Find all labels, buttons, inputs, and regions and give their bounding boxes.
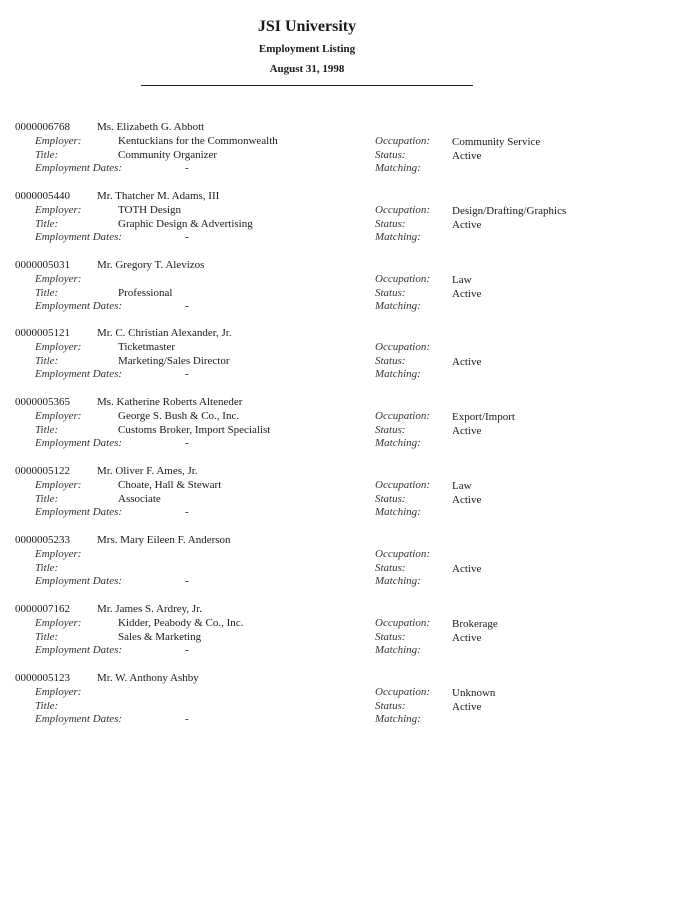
occupation-value: Law: [452, 480, 472, 492]
record-entry: [0, 534, 700, 594]
record-id: 0000005122: [15, 465, 70, 477]
employer-label: Employer:: [35, 135, 82, 147]
title-label: Title:: [35, 562, 59, 574]
occupation-value: Brokerage: [452, 618, 498, 630]
matching-label: Matching:: [375, 575, 421, 587]
status-value: Active: [452, 563, 482, 575]
person-name: Mr. James S. Ardrey, Jr.: [97, 603, 203, 615]
status-value: Active: [452, 150, 482, 162]
title-value: Graphic Design & Advertising: [118, 218, 253, 230]
employer-value: Ticketmaster: [118, 341, 176, 353]
status-value: Active: [452, 219, 482, 231]
title-value: Customs Broker, Import Specialist: [118, 424, 271, 436]
person-name: Ms. Elizabeth G. Abbott: [97, 121, 205, 133]
employment-dates-value: -: [185, 644, 189, 656]
occupation-label: Occupation:: [375, 548, 430, 560]
person-name: Mr. W. Anthony Ashby: [97, 672, 199, 684]
occupation-label: Occupation:: [375, 686, 430, 698]
status-label: Status:: [375, 218, 406, 230]
employment-dates-label: Employment Dates:: [35, 575, 123, 587]
title-label: Title:: [35, 355, 59, 367]
occupation-value: Community Service: [452, 136, 541, 148]
title-label: Title:: [35, 631, 59, 643]
occupation-label: Occupation:: [375, 341, 430, 353]
status-label: Status:: [375, 424, 406, 436]
status-label: Status:: [375, 562, 406, 574]
title-label: Title:: [35, 287, 59, 299]
employment-dates-value: -: [185, 231, 189, 243]
title-label: Title:: [35, 149, 59, 161]
employment-dates-label: Employment Dates:: [35, 437, 123, 449]
status-label: Status:: [375, 631, 406, 643]
employment-dates-value: -: [185, 300, 189, 312]
employer-value: Choate, Hall & Stewart: [118, 479, 222, 491]
employer-label: Employer:: [35, 410, 82, 422]
employment-dates-value: -: [185, 368, 189, 380]
employer-label: Employer:: [35, 686, 82, 698]
record-id: 0000005233: [15, 534, 70, 546]
status-value: Active: [452, 701, 482, 713]
record-entry: [0, 465, 700, 525]
record-entry: [0, 672, 700, 732]
title-label: Title:: [35, 700, 59, 712]
employment-dates-value: -: [185, 506, 189, 518]
person-name: Mr. Oliver F. Ames, Jr.: [97, 465, 198, 477]
report-header: [0, 17, 614, 76]
report-date: August 31, 1998: [269, 63, 345, 75]
record-id: 0000006768: [15, 121, 70, 133]
employment-dates-label: Employment Dates:: [35, 713, 123, 725]
title-label: Title:: [35, 493, 59, 505]
employer-label: Employer:: [35, 341, 82, 353]
record-id: 0000007162: [15, 603, 70, 615]
occupation-value: Design/Drafting/Graphics: [452, 205, 567, 217]
occupation-label: Occupation:: [375, 479, 430, 491]
employment-dates-value: -: [185, 575, 189, 587]
status-label: Status:: [375, 355, 406, 367]
status-value: Active: [452, 356, 482, 368]
matching-label: Matching:: [375, 300, 421, 312]
matching-label: Matching:: [375, 644, 421, 656]
employer-label: Employer:: [35, 617, 82, 629]
record-entry: [0, 259, 700, 319]
status-label: Status:: [375, 493, 406, 505]
employment-dates-label: Employment Dates:: [35, 231, 123, 243]
status-value: Active: [452, 425, 482, 437]
status-label: Status:: [375, 287, 406, 299]
status-label: Status:: [375, 149, 406, 161]
employment-dates-label: Employment Dates:: [35, 300, 123, 312]
record-entry: [0, 603, 700, 663]
title-label: Title:: [35, 218, 59, 230]
employment-dates-label: Employment Dates:: [35, 644, 123, 656]
status-value: Active: [452, 288, 482, 300]
employment-dates-value: -: [185, 162, 189, 174]
record-entry: [0, 121, 700, 181]
employer-value: Kentuckians for the Commonwealth: [118, 135, 278, 147]
title-value: Professional: [118, 287, 173, 299]
record-entry: [0, 190, 700, 250]
record-id: 0000005121: [15, 327, 70, 339]
employment-dates-label: Employment Dates:: [35, 506, 123, 518]
occupation-value: Law: [452, 274, 472, 286]
employer-value: George S. Bush & Co., Inc.: [118, 410, 240, 422]
employer-label: Employer:: [35, 548, 82, 560]
matching-label: Matching:: [375, 506, 421, 518]
status-value: Active: [452, 494, 482, 506]
record-id: 0000005031: [15, 259, 70, 271]
employer-label: Employer:: [35, 204, 82, 216]
employer-label: Employer:: [35, 479, 82, 491]
person-name: Mr. C. Christian Alexander, Jr.: [97, 327, 232, 339]
employer-label: Employer:: [35, 273, 82, 285]
employment-dates-value: -: [185, 437, 189, 449]
matching-label: Matching:: [375, 713, 421, 725]
matching-label: Matching:: [375, 368, 421, 380]
record-id: 0000005123: [15, 672, 70, 684]
matching-label: Matching:: [375, 437, 421, 449]
employer-value: TOTH Design: [118, 204, 182, 216]
person-name: Mr. Gregory T. Alevizos: [97, 259, 205, 271]
header-rule: [141, 85, 473, 86]
matching-label: Matching:: [375, 162, 421, 174]
occupation-label: Occupation:: [375, 135, 430, 147]
record-id: 0000005440: [15, 190, 70, 202]
record-entry: [0, 396, 700, 456]
title-value: Associate: [118, 493, 161, 505]
person-name: Mrs. Mary Eileen F. Anderson: [97, 534, 231, 546]
employer-value: Kidder, Peabody & Co., Inc.: [118, 617, 244, 629]
person-name: Mr. Thatcher M. Adams, III: [97, 190, 220, 202]
occupation-label: Occupation:: [375, 273, 430, 285]
title-value: Sales & Marketing: [118, 631, 202, 643]
university-name: JSI University: [257, 18, 357, 35]
occupation-label: Occupation:: [375, 204, 430, 216]
status-value: Active: [452, 632, 482, 644]
employment-dates-value: -: [185, 713, 189, 725]
status-label: Status:: [375, 700, 406, 712]
title-value: Marketing/Sales Director: [118, 355, 230, 367]
matching-label: Matching:: [375, 231, 421, 243]
occupation-label: Occupation:: [375, 617, 430, 629]
employment-dates-label: Employment Dates:: [35, 162, 123, 174]
record-id: 0000005365: [15, 396, 70, 408]
occupation-label: Occupation:: [375, 410, 430, 422]
occupation-value: Export/Import: [452, 411, 515, 423]
title-value: Community Organizer: [118, 149, 218, 161]
record-entry: [0, 327, 700, 387]
employment-dates-label: Employment Dates:: [35, 368, 123, 380]
report-subtitle: Employment Listing: [258, 43, 356, 55]
title-label: Title:: [35, 424, 59, 436]
person-name: Ms. Katherine Roberts Alteneder: [97, 396, 243, 408]
occupation-value: Unknown: [452, 687, 496, 699]
